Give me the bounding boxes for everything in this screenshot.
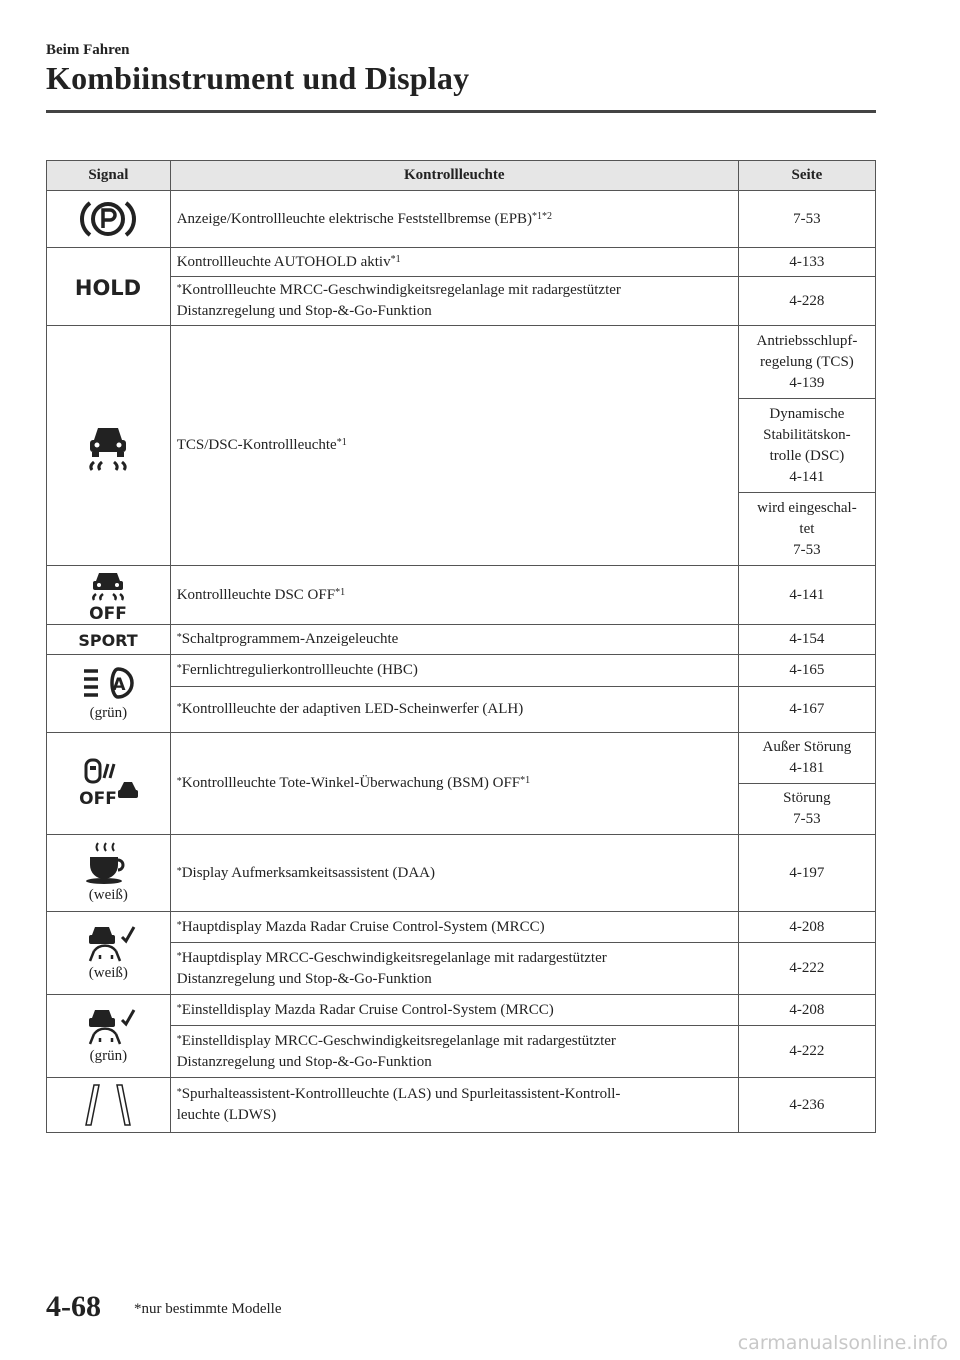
light-text: Hauptdisplay Mazda Radar Cruise Control-System (MRCC) — [181, 918, 545, 935]
mrcc-setting-display-icon — [78, 1006, 138, 1046]
page-reference: 4-236 — [738, 1078, 875, 1133]
table-row — [47, 191, 876, 248]
sport-icon-text: SPORT — [78, 630, 139, 650]
asterisk-mark: * — [176, 663, 182, 674]
page-reference — [738, 326, 875, 399]
light-description — [170, 687, 738, 733]
light-description — [170, 912, 738, 943]
title-divider — [46, 110, 876, 113]
light-text: Schaltprogrammem-Anzeigeleuchte — [181, 631, 399, 647]
light-description — [170, 326, 738, 566]
asterisk-mark: * — [176, 865, 182, 877]
light-description — [170, 655, 738, 687]
light-description — [170, 277, 738, 326]
light-text: TCS/DSC-Kontrollleuchte — [176, 437, 337, 453]
page-note: wird eingeschal- — [757, 499, 857, 516]
page-number: 7-53 — [793, 811, 821, 827]
signal-cell — [47, 625, 171, 655]
light-text: Kontrollleuchte DSC OFF — [176, 586, 336, 603]
table-row — [47, 835, 876, 912]
page-reference: 4-228 — [738, 277, 875, 326]
page-reference: 4-222 — [738, 943, 875, 995]
light-description — [170, 1078, 738, 1133]
asterisk-mark: * — [176, 950, 182, 962]
signal-cell — [47, 191, 171, 248]
icon-color-caption: (grün) — [89, 1047, 128, 1064]
page-number: 4-68 — [46, 1290, 101, 1323]
light-text-line2: Distanzregelung und Stop-&-Go-Funktion — [176, 970, 432, 987]
light-description — [170, 995, 738, 1026]
light-text-line1: Hauptdisplay MRCC-Geschwindigkeitsregelanlage mit radargestützter — [181, 949, 607, 966]
page-reference: 7-53 — [738, 191, 875, 248]
light-text-line1: Einstelldisplay MRCC-Geschwindigkeitsregelanlage mit radargestützter — [181, 1032, 616, 1049]
signal-cell — [47, 835, 171, 912]
light-text-line2: Distanzregelung und Stop-&-Go-Funktion — [176, 303, 432, 319]
header-light: Kontrollleuchte — [170, 161, 738, 191]
page-reference: 4-165 — [738, 655, 875, 687]
signal-table — [46, 160, 876, 1133]
asterisk-mark: * — [176, 283, 182, 294]
signal-cell — [47, 655, 171, 733]
table-row — [47, 1078, 876, 1133]
table-row — [47, 277, 876, 326]
light-description — [170, 733, 738, 835]
signal-cell — [47, 566, 171, 625]
footnote-mark: *1 — [335, 586, 346, 598]
page-title: Kombiinstrument und Display — [46, 60, 470, 96]
table-row — [47, 566, 876, 625]
light-text: Kontrollleuchte der adaptiven LED-Scheinwerfer (ALH) — [181, 701, 524, 717]
page-reference — [738, 399, 875, 493]
light-text-line2: Distanzregelung und Stop-&-Go-Funktion — [176, 1053, 432, 1070]
asterisk-mark: * — [176, 702, 182, 713]
light-text-line2: leuchte (LDWS) — [176, 1107, 277, 1123]
page-reference: 4-133 — [738, 248, 875, 277]
table-row — [47, 995, 876, 1026]
asterisk-mark: * — [176, 1033, 182, 1045]
light-text: Fernlichtregulierkontrollleuchte (HBC) — [181, 662, 418, 678]
page-reference: 4-141 — [738, 566, 875, 625]
light-text-line1: Spurhalteassistent-Kontrollleuchte (LAS) und Spurleitassistent-Kontroll- — [181, 1086, 621, 1102]
table-row — [47, 733, 876, 784]
footnote-mark: *1 — [390, 253, 401, 265]
page-number: 4-139 — [789, 374, 825, 391]
asterisk-mark: * — [176, 1087, 182, 1098]
parking-brake-icon — [76, 197, 140, 241]
page-reference — [738, 784, 875, 835]
footnote-mark: *1*2 — [532, 210, 553, 222]
page-note: Außer Störung — [762, 739, 852, 755]
table-row — [47, 687, 876, 733]
page-reference: 4-208 — [738, 912, 875, 943]
signal-cell — [47, 733, 171, 835]
table-row — [47, 248, 876, 277]
asterisk-mark: * — [176, 632, 182, 643]
signal-cell — [47, 912, 171, 995]
signal-cell — [47, 326, 171, 566]
bsm-off-icon-text: OFF — [79, 788, 118, 809]
high-beam-control-icon — [76, 663, 140, 703]
header-signal: Signal — [47, 161, 171, 191]
light-description — [170, 1026, 738, 1078]
dsc-off-icon-text: OFF — [89, 604, 128, 621]
footnote: *nur bestimmte Modelle — [134, 1301, 282, 1317]
table-row — [47, 655, 876, 687]
signal-cell — [47, 995, 171, 1078]
light-description — [170, 191, 738, 248]
light-description — [170, 566, 738, 625]
page-note: Störung — [783, 790, 831, 806]
light-text: Kontrollleuchte AUTOHOLD aktiv — [176, 253, 391, 270]
light-text: Kontrollleuchte Tote-Winkel-Überwachung (BSM) OFF — [181, 775, 521, 791]
page-reference — [738, 733, 875, 784]
page-note: regelung (TCS) — [760, 353, 854, 370]
table-row — [47, 625, 876, 655]
light-description — [170, 943, 738, 995]
page-number: 7-53 — [793, 541, 821, 558]
dsc-off-icon — [80, 569, 136, 621]
light-text-line1: Kontrollleuchte MRCC-Geschwindigkeitsregelanlage mit radargestützter — [181, 282, 621, 298]
sport-mode-icon — [68, 629, 148, 651]
light-text: Einstelldisplay Mazda Radar Cruise Control-System (MRCC) — [181, 1001, 554, 1018]
autohold-icon — [73, 274, 143, 300]
page-note: Dynamische — [769, 405, 845, 422]
page-note: trolle (DSC) — [769, 447, 845, 464]
light-description — [170, 625, 738, 655]
page-note: Antriebsschlupf- — [756, 332, 858, 349]
page-number: 4-181 — [789, 760, 825, 776]
page-reference: 4-222 — [738, 1026, 875, 1078]
asterisk-mark: * — [176, 776, 182, 787]
table-row — [47, 1026, 876, 1078]
page-note: Stabilitätskon- — [763, 426, 851, 443]
table-row — [47, 943, 876, 995]
table-row — [47, 326, 876, 399]
footnote-mark: *1 — [336, 437, 347, 448]
asterisk-mark: * — [176, 1002, 182, 1014]
page-reference — [738, 493, 875, 566]
coffee-cup-icon — [78, 841, 138, 885]
table-row — [47, 912, 876, 943]
light-description — [170, 248, 738, 277]
table-header-row — [47, 161, 876, 191]
light-description — [170, 835, 738, 912]
page-reference: 4-197 — [738, 835, 875, 912]
header-page: Seite — [738, 161, 875, 191]
hold-icon-text: HOLD — [75, 275, 142, 300]
page-note: tet — [799, 520, 815, 537]
light-text: Display Aufmerksamkeitsassistent (DAA) — [181, 864, 436, 881]
page-number: 4-141 — [789, 468, 825, 485]
watermark: carmanualsonline.info — [737, 1332, 948, 1354]
icon-color-caption: (weiß) — [88, 886, 128, 903]
lane-keep-icon — [68, 1083, 148, 1127]
section-label: Beim Fahren — [46, 42, 130, 58]
hbc-icon-text: A — [112, 675, 126, 695]
blind-spot-off-icon — [76, 756, 140, 812]
icon-color-caption: (grün) — [89, 705, 128, 721]
tcs-dsc-icon — [80, 418, 136, 474]
page-reference: 4-154 — [738, 625, 875, 655]
icon-color-caption: (weiß) — [88, 964, 128, 981]
light-text: Anzeige/Kontrollleuchte elektrische Feststellbremse (EPB) — [176, 210, 533, 227]
page-reference: 4-208 — [738, 995, 875, 1026]
signal-cell — [47, 1078, 171, 1133]
page-reference: 4-167 — [738, 687, 875, 733]
signal-cell — [47, 248, 171, 326]
mrcc-main-display-icon — [78, 923, 138, 963]
asterisk-mark: * — [176, 919, 182, 931]
footnote-mark: *1 — [520, 775, 531, 786]
